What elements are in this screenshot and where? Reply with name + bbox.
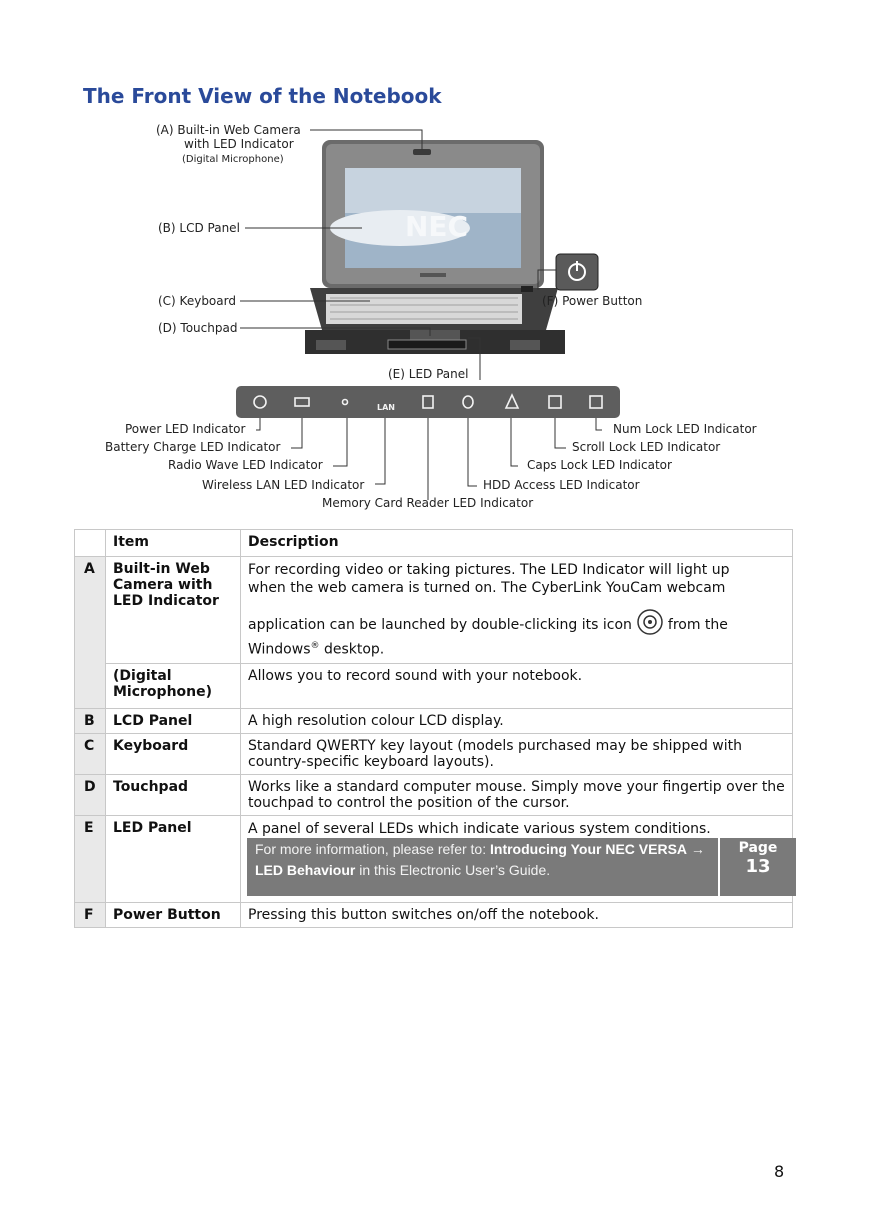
callout-c: (C) Keyboard	[158, 294, 236, 308]
page-reference-label: Page	[738, 839, 778, 856]
note-link-topic[interactable]: LED Behaviour	[255, 861, 356, 878]
led-strip	[236, 386, 620, 418]
notebook-front-view-figure	[100, 118, 770, 518]
table-row	[75, 774, 793, 815]
note-arrow: →	[687, 840, 705, 857]
note-link-section[interactable]: Introducing Your NEC VERSA	[490, 840, 688, 857]
scroll-led-label: Scroll Lock LED Indicator	[572, 440, 721, 454]
row-item: LED Panel	[106, 815, 241, 902]
wlan-led-label: Wireless LAN LED Indicator	[202, 478, 365, 492]
callout-a-line2: with LED Indicator	[184, 137, 294, 151]
page-title: The Front View of the Notebook	[83, 84, 442, 108]
row-item: (Digital Microphone)	[106, 663, 241, 708]
callout-a-line1: (A) Built-in Web Camera	[156, 123, 301, 137]
row-description	[241, 815, 793, 902]
led-panel	[388, 340, 466, 349]
page-reference-number: 13	[745, 855, 771, 877]
callout-b: (B) LCD Panel	[158, 221, 240, 235]
registered-mark: ®	[310, 641, 320, 651]
row-letter: E	[75, 815, 106, 902]
table-header-description: Description	[241, 530, 793, 557]
component-table	[74, 529, 793, 928]
description-line	[248, 607, 785, 637]
row-description: A high resolution colour LCD display.	[241, 708, 793, 733]
note-suffix: in this Electronic User’s Guide.	[355, 861, 551, 878]
row-item: Keyboard	[106, 733, 241, 774]
callout-f: (F) Power Button	[542, 294, 643, 308]
description-text: application can be launched by double-clicking its icon	[248, 617, 632, 633]
table-row	[75, 902, 793, 927]
row-item: Touchpad	[106, 774, 241, 815]
row-description: Standard QWERTY key layout (models purchased may be shipped with country-specific keyboard layouts).	[241, 733, 793, 774]
callout-e: (E) LED Panel	[388, 367, 469, 381]
table-header-item: Item	[106, 530, 241, 557]
battery-led-label: Battery Charge LED Indicator	[105, 440, 281, 454]
table-header-row	[75, 530, 793, 557]
page-reference-badge[interactable]	[719, 838, 796, 896]
callout-a-line3: (Digital Microphone)	[182, 154, 284, 165]
power-button-inset	[556, 254, 598, 290]
description-text: Windows	[248, 641, 311, 658]
row-description: Pressing this button switches on/off the notebook.	[241, 902, 793, 927]
description-line: when the web camera is turned on. The CyberLink YouCam webcam	[248, 580, 726, 596]
memory-led-label: Memory Card Reader LED Indicator	[322, 496, 534, 510]
notebook-diagram	[100, 118, 770, 518]
row-letter: A	[75, 557, 106, 709]
table-row	[75, 733, 793, 774]
row-description: Allows you to record sound with your notebook.	[241, 663, 793, 708]
row-letter: F	[75, 902, 106, 927]
row-description	[241, 557, 793, 664]
num-led-label: Num Lock LED Indicator	[613, 422, 757, 436]
screen-logo: NEC	[405, 210, 469, 243]
row-item: LCD Panel	[106, 708, 241, 733]
row-letter: D	[75, 774, 106, 815]
description-text: desktop.	[319, 641, 385, 658]
table-row	[75, 708, 793, 733]
table-row	[75, 557, 793, 664]
table-row	[75, 663, 793, 708]
lan-led-icon: LAN	[377, 403, 395, 412]
row-description: Works like a standard computer mouse. Simply move your fingertip over the touchpad to control the position of the cursor.	[241, 774, 793, 815]
row-item: Power Button	[106, 902, 241, 927]
touchpad	[410, 330, 460, 340]
youcam-icon	[635, 607, 665, 637]
description-line	[248, 637, 785, 659]
callout-d: (D) Touchpad	[158, 321, 238, 335]
caps-led-label: Caps Lock LED Indicator	[527, 458, 672, 472]
table-row	[75, 815, 793, 902]
note-prefix: For more information, please refer to:	[255, 840, 490, 857]
description-text: from the	[667, 617, 728, 633]
row-letter: C	[75, 733, 106, 774]
reference-note-text	[247, 838, 718, 896]
reference-note	[247, 838, 790, 898]
row-item: Built-in Web Camera with LED Indicator	[106, 557, 241, 664]
row-letter: B	[75, 708, 106, 733]
page-number: 8	[774, 1162, 785, 1181]
description-line: For recording video or taking pictures. The LED Indicator will light up	[248, 562, 730, 578]
description-text: A panel of several LEDs which indicate various system conditions.	[248, 820, 711, 837]
radio-led-label: Radio Wave LED Indicator	[168, 458, 323, 472]
hdd-led-label: HDD Access LED Indicator	[483, 478, 640, 492]
power-led-label: Power LED Indicator	[125, 422, 246, 436]
table-header-letter	[75, 530, 106, 557]
